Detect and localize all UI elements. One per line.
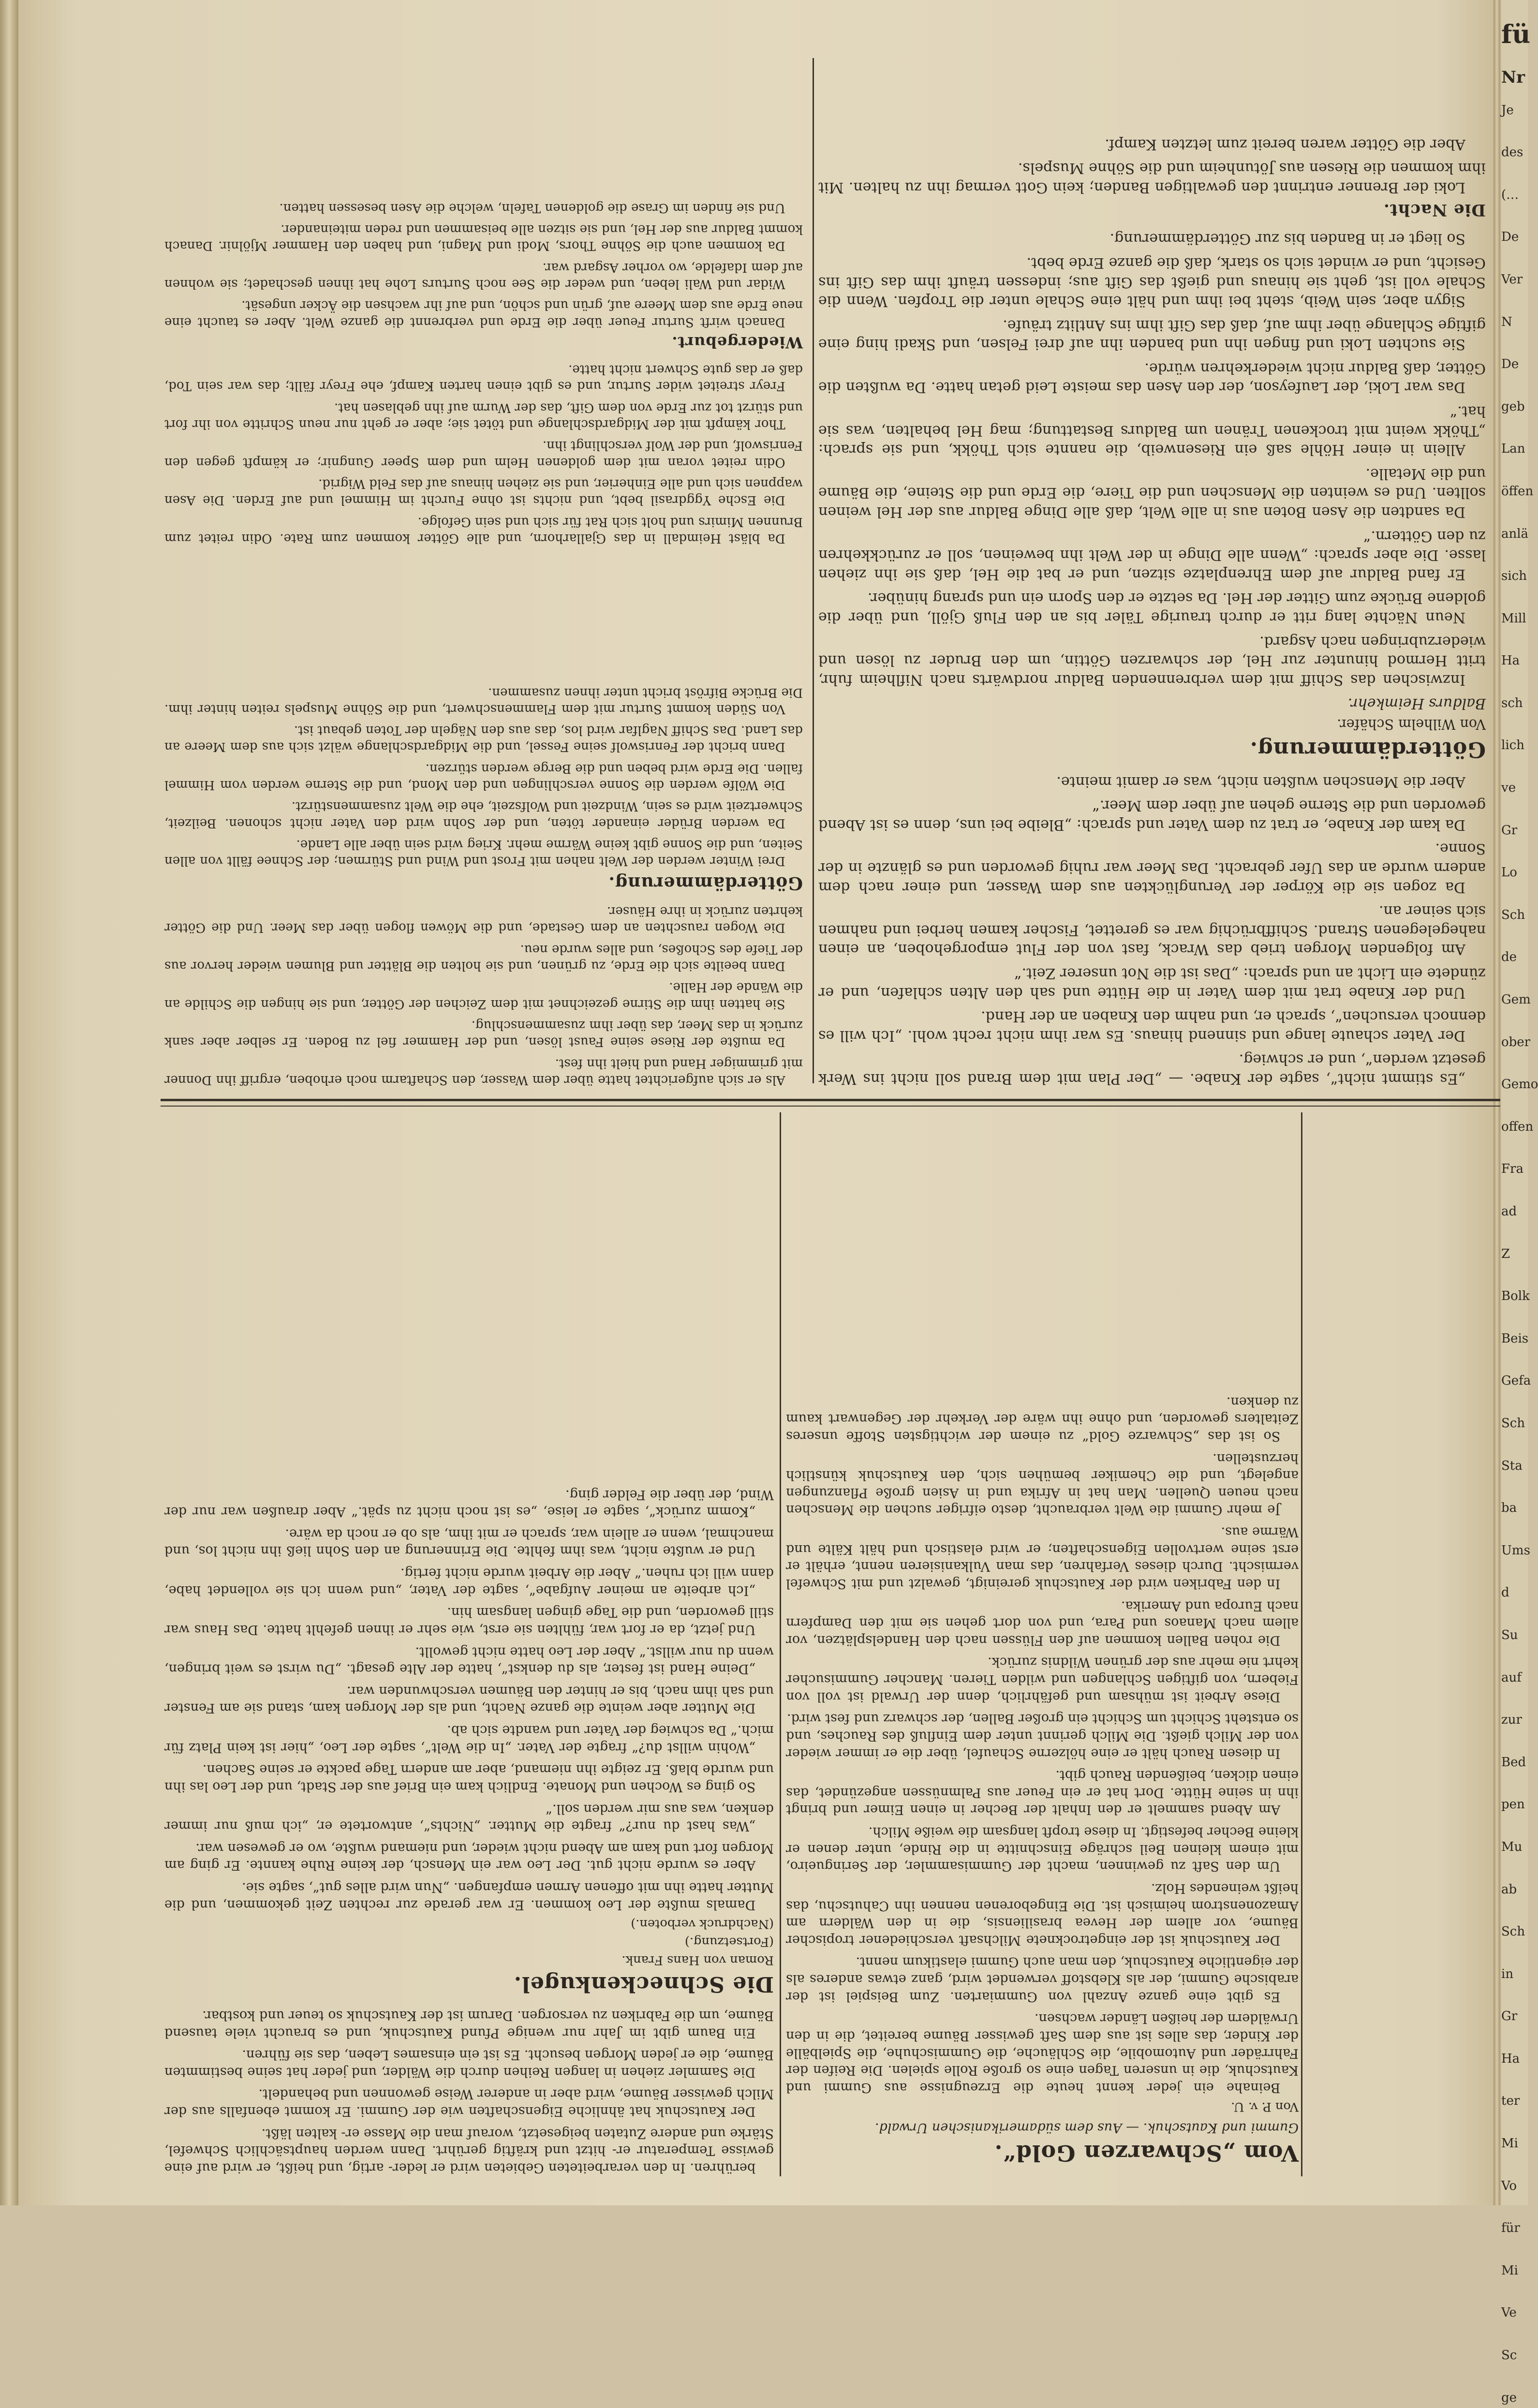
adjacent-page-fragment: Lo bbox=[1501, 865, 1517, 880]
adjacent-page-fragment: De bbox=[1501, 230, 1519, 245]
article-paragraph: Am folgenden Morgen trieb das Wrack, fast von der Flut emporgehoben, an einen nahegelegenen Strand. Schiffbrüchig war es gerettet, Fischer kamen herbei und nahmen sich seiner an. bbox=[818, 902, 1486, 958]
story-paragraph: Dann bricht der Fenriswolf seine Fessel, und die Midgardschlange wälzt sich aus dem Meere an das Land. Das Schiff Naglfar wird los, das aus den Nägeln der Toten gebaut ist. bbox=[164, 723, 803, 754]
reprint-notice: (Nachdruck verboten.) bbox=[631, 1916, 774, 1931]
adjacent-page-fragment: Ha bbox=[1501, 653, 1520, 668]
article-paragraph: berühren. In den verarbeiteten Gebieten wird er leder- artig, und heißt, er wird auf eine gewisse Temperatur er- hitzt und kräftig gerührt. Dann werden hauptsächlich Schwefel, Stärke und andere Zutaten beigesetzt, worauf man die Masse er- kalten läßt. bbox=[164, 2126, 774, 2175]
section-heading: Die Nacht. bbox=[1383, 200, 1486, 220]
novel-paragraph: „Ich arbeite an meiner Aufgabe“, sagte der Vater, „und wenn ich sie vollendet habe, dann will ich ruhen.“ Aber die Arbeit wurde nicht fertig. bbox=[164, 1566, 774, 1598]
article-paragraph: Aber die Menschen wußten nicht, was er damit meinte. bbox=[1056, 773, 1465, 790]
article-paragraph: Um den Saft zu gewinnen, macht der Gummisammler, der Seringueiro, mit einem kleinen Beil schräge Einschnitte in die Rinde, unter denen er kleine Becher befestigt. In diese tropft langsam die weiße Milch. bbox=[786, 1824, 1299, 1874]
adjacent-page-fragment: Mi bbox=[1501, 2263, 1518, 2278]
adjacent-page-fragment: Sc bbox=[1501, 2348, 1517, 2363]
story-paragraph: Das war Loki, der Laufeyson, der den Asen das meiste Leid getan hatte. Da wußten die Götter, daß Baldur nicht wiederkehren würde. bbox=[818, 359, 1486, 396]
adjacent-page-fragment: Vo bbox=[1501, 2178, 1517, 2193]
adjacent-page-fragment: pen bbox=[1501, 1797, 1525, 1812]
story-byline: Von Wilhelm Schäfer. bbox=[1337, 716, 1486, 733]
adjacent-page-fragment: Sch bbox=[1501, 1924, 1525, 1939]
adjacent-page-text bbox=[1501, 101, 1538, 2408]
adjacent-page-fragment: Bolk bbox=[1501, 1289, 1530, 1304]
article-paragraph: Der Kautschuk ist der eingetrocknete Milchsaft verschiedener tropischer Bäume, vor allem der Hevea brasiliensis, die in den Wäldern am Amazonenstrom heimisch ist. Die Eingeborenen nennen ihn Cahutschu, das heißt weinendes Holz. bbox=[786, 1880, 1299, 1948]
novel-continuation-note: (Fortsetzung.) bbox=[684, 1935, 774, 1950]
adjacent-page-fragment: ter bbox=[1501, 2094, 1520, 2109]
adjacent-page-fragment: Z bbox=[1501, 1246, 1510, 1261]
adjacent-page-fragment: Ums bbox=[1501, 1543, 1530, 1558]
story-paragraph: Da werden Brüder einander töten, und der Sohn wird den Vater nicht schonen. Beilzeit, Schwertzeit wird es sein, Windzeit und Wolfszeit, ehe die Welt zusammenstürzt. bbox=[164, 799, 803, 830]
article-paragraph: Sie hatten ihm die Stirne gezeichnet mit dem Zeichen der Götter, und sie hingen die Schilde an die Wände der Halle. bbox=[164, 980, 803, 1011]
article-paragraph: Die Sammler ziehen in langen Reihen durch die Wälder, und jeder hat seine bestimmten Bäume, die er jeden Morgen besucht. Es ist ein einsames Leben, das sie führen. bbox=[164, 2047, 774, 2080]
serial-novel-article bbox=[164, 1112, 774, 2176]
adjacent-page-fragment: Gemo bbox=[1501, 1077, 1538, 1092]
story-paragraph: Von Süden kommt Surtur mit dem Flammenschwert, und die Söhne Muspels reiten hinter ihm. Die Brücke Bifröst bricht unter ihnen zusammen. bbox=[164, 685, 803, 716]
novel-paragraph: „Wohin willst du?“ fragte der Vater. „In die Welt“, sagte der Leo, „hier ist kein Platz für mich.“ Da schwieg der Vater und wandte sich ab. bbox=[164, 1723, 774, 1755]
article-byline: Von P. v. U. bbox=[1231, 2099, 1299, 2114]
adjacent-page-fragment: lich bbox=[1501, 738, 1524, 753]
adjacent-page-fragment: auf bbox=[1501, 1670, 1522, 1685]
novel-paragraph: „Komm zurück“, sagte er leise, „es ist noch nicht zu spät.“ Aber draußen war nur der Wind, der über die Felder ging. bbox=[164, 1487, 774, 1520]
left-page-gutter bbox=[0, 0, 18, 2205]
article-paragraph: Da mußte der Riese seine Faust lösen, und der Hammer fiel zu Boden. Er selber aber sank zurück in das Meer, das über ihm zusammenschlug. bbox=[164, 1018, 803, 1049]
adjacent-page-fragment: Mu bbox=[1501, 1839, 1523, 1854]
article-paragraph: So ist das „Schwarze Gold“ zu einem der wichtigsten Stoffe unseres Zeitalters geworden, und ohne ihn wäre der Verkehr der Gegenwart kaum zu denken. bbox=[786, 1394, 1299, 1444]
upper-left-article bbox=[818, 63, 1486, 1088]
adjacent-page-fragment: Je bbox=[1501, 103, 1514, 118]
article-paragraph: Der Kautschuk hat ähnliche Eigenschaften wie der Gummi. Er kommt ebenfalls aus der Milch gewisser Bäume, wird aber in anderer Weise gewonnen und behandelt. bbox=[164, 2086, 774, 2119]
upper-right-article bbox=[164, 551, 803, 1088]
article-paragraph: Und der Knabe trat mit dem Vater in die Hütte und sah den Alten schlafen, und er zündete ein Licht an und sprach: „Das ist die Not unserer Zeit.“ bbox=[818, 965, 1486, 1001]
adjacent-page-fragment: ba bbox=[1501, 1501, 1517, 1516]
adjacent-page-fragment: Beis bbox=[1501, 1331, 1529, 1346]
adjacent-page-fragment: Bed bbox=[1501, 1755, 1526, 1770]
horizontal-section-rule-thin bbox=[161, 1106, 1500, 1107]
adjacent-page-fragment: des bbox=[1501, 145, 1523, 160]
story-paragraph: Thor kämpft mit der Midgardschlange und tötet sie; aber er geht nur neun Schritte von ihr fort und stürzt tot zur Erde von dem Gift, das der Wurm auf ihn geblasen hat. bbox=[164, 400, 803, 432]
novel-paragraph: Aber es wurde nicht gut. Der Leo war ein Mensch, der keine Ruhe kannte. Er ging am Morgen fort und kam am Abend nicht wieder, und niemand wußte, wo er gewesen war. bbox=[164, 1840, 774, 1873]
article-paragraph: Je mehr Gummi die Welt verbraucht, desto eifriger suchen die Menschen nach neuen Quellen. Man hat in Afrika und in Asien große Pflanzungen angelegt, und die Chemiker bemühen sich, den Kautschuk künstlich herzustellen. bbox=[786, 1450, 1299, 1518]
right-page-fold bbox=[1494, 0, 1500, 2205]
story-paragraph: Allein in einer Höhle saß ein Riesenweib, die nannte sich Thökk, und sie sprach: „Thökk weint mit trockenen Tränen um Baldurs Bestattung; mag Hel behalten, was sie hat.“ bbox=[818, 403, 1486, 458]
adjacent-page-fragment: geb bbox=[1501, 399, 1525, 414]
story-paragraph: Sigyn aber, sein Weib, steht bei ihm und hält eine Schale unter die Tropfen. Wenn die Schale voll ist, geht sie hinaus und gießt das Gift aus; indessen träuft ihm das Gift ins Gesicht, und er windet sich so stark, daß die ganze Erde bebt. bbox=[818, 254, 1486, 310]
article-paragraph: Der Vater schaute lange und sinnend hinaus. Es war ihm nicht recht wohl. „Ich will es dennoch versuchen“, sprach er, und nahm den Knaben an der Hand. bbox=[818, 1008, 1486, 1044]
story-paragraph: So liegt er in Banden bis zur Götterdämmerung. bbox=[1109, 230, 1465, 248]
novel-byline: Roman von Hans Frank. bbox=[621, 1953, 774, 1968]
adjacent-page-fragment: sich bbox=[1501, 569, 1527, 584]
adjacent-page-fragment: ab bbox=[1501, 1882, 1517, 1897]
story-subtitle: Baldurs Heimkehr. bbox=[1347, 695, 1486, 712]
novel-paragraph: Und er wußte nicht, was ihm fehlte. Die Erinnerung an den Sohn ließ ihn nicht los, und manchmal, wenn er allein war, sprach er mit ihm, als ob er noch da wäre. bbox=[164, 1526, 774, 1559]
story-paragraph: Die Esche Yggdrasil bebt, und nichts ist ohne Furcht im Himmel und auf Erden. Die Asen wappnen sich und alle Einherier, und sie ziehen hinaus auf das Feld Wigrid. bbox=[164, 476, 803, 508]
article-paragraph: Da zogen sie die Körper der Verunglückten aus dem Wasser, und einer nach dem andern wurde an das Ufer gebracht. Das Meer war ruhig geworden und es glänzte in der Sonne. bbox=[818, 840, 1486, 896]
adjacent-page-fragment: Fra bbox=[1501, 1162, 1523, 1177]
upper-column-rule bbox=[813, 58, 814, 1083]
story-title: Götterdämmerung. bbox=[608, 872, 803, 893]
article-paragraph: Es gibt eine ganze Anzahl von Gummiarten. Zum Beispiel ist der arabische Gummi, der als Klebstoff verwendet wird, ganz etwas anderes als der eigentliche Kautschuk, den man auch Gummi elastikum nennt. bbox=[786, 1954, 1299, 2004]
adjacent-page-fragment: Su bbox=[1501, 1627, 1518, 1642]
story-paragraph: Inzwischen das Schiff mit dem verbrennenden Baldur nordwärts nach Niflheim fuhr, tritt Hermod hinunter zur Hel, der schwarzen Göttin, um den Bruder zu lösen und wiederzubringen nach Asgard. bbox=[818, 633, 1486, 688]
article-title: Vom „Schwarzen Gold“. bbox=[994, 2140, 1299, 2166]
story-paragraph: Sie suchten Loki und fingen ihn und banden ihn auf drei Felsen, und Skadi hing eine giftige Schlange über ihm auf, daß das Gift ihm ins Antlitz träufe. bbox=[818, 316, 1486, 353]
novel-paragraph: „Deine Hand ist fester, als du denkst“, hatte der Alte gesagt. „Du wirst es weit bringen, wenn du nur willst.“ Aber der Leo hatte nicht gewollt. bbox=[164, 1644, 774, 1677]
adjacent-page-fragment: Sch bbox=[1501, 907, 1525, 922]
article-paragraph: Am Abend sammelt er den Inhalt der Becher in einen Eimer und bringt ihn in seine Hütte. Dort hat er ein Feuer aus Palmnüssen angezündet, das einen dicken, beißenden Rauch gibt. bbox=[786, 1768, 1299, 1817]
adjacent-page-fragment: zur bbox=[1501, 1713, 1522, 1728]
story-paragraph: Er fand Baldur auf dem Ehrenplatze sitzen, und er bat die Hel, daß sie ihn ziehen lasse. Die aber sprach: „Wenn alle Dinge in der Welt ihn beweinen, soll er zurückkehren zu den Göttern.“ bbox=[818, 527, 1486, 583]
adjacent-page-fragment: Sch bbox=[1501, 1416, 1525, 1431]
article-subtitle: Gummi und Kautschuk. — Aus dem südamerikanischen Urwald. bbox=[874, 2120, 1299, 2136]
story-paragraph: Drei Winter werden der Welt nahen mit Frost und Wind und Stürmen; der Schnee fällt von allen Seiten, und die Sonne gibt keine Wärme mehr. Krieg wird sein über alle Lande. bbox=[164, 837, 803, 869]
adjacent-page-fragment: Mill bbox=[1501, 611, 1526, 626]
article-paragraph: Beinahe ein jeder kennt heute die Erzeugnisse aus Gummi und Kautschuk, die in unseren Tagen eine so große Rolle spielen. Die Reifen der Fahrräder und Automobile, die Schläuche, die Gummischuhe, die Spielbälle der Kinder, das alles ist aus dem Saft gewisser Bäume bereitet, die in den Urwäldern der heißen Länder wachsen. bbox=[786, 2011, 1299, 2095]
adjacent-page-fragment: ad bbox=[1501, 1204, 1517, 1219]
novel-title: Die Schneckenkugel. bbox=[513, 1972, 774, 1997]
story-paragraph: Freyr streitet wider Surtur, und es gibt einen harten Kampf, ehe Freyr fällt; das war sein Tod, daß er das gute Schwert nicht hatte. bbox=[164, 362, 803, 394]
adjacent-page-fragment: Gefa bbox=[1501, 1374, 1531, 1389]
novel-paragraph: Die Mutter aber weinte die ganze Nacht, und als der Morgen kam, stand sie am Fenster und sah ihm nach, bis er hinter den Bäumen verschwunden war. bbox=[164, 1683, 774, 1716]
adjacent-page-fragment: Gem bbox=[1501, 992, 1531, 1007]
novel-paragraph: Und jetzt, da er fort war, fühlten sie erst, wie sehr er ihnen gefehlt hatte. Das Haus war still geworden, und die Tage gingen langsam hin. bbox=[164, 1605, 774, 1637]
masthead-fragment: fü bbox=[1501, 20, 1531, 49]
adjacent-page-fragment: Gr bbox=[1501, 2009, 1518, 2024]
adjacent-page-fragment: (… bbox=[1501, 187, 1519, 202]
article-paragraph: In den Fabriken wird der Kautschuk gereinigt, gewalzt und mit Schwefel vermischt. Durch dieses Verfahren, das man Vulkanisieren nennt, erhält er erst seine wertvollen Eigenschaften; er wird elastisch und hält Kälte und Wärme aus. bbox=[786, 1524, 1299, 1591]
story-paragraph: Aber die Götter waren bereit zum letzten Kampf. bbox=[1105, 135, 1465, 153]
adjacent-page-fragment: sch bbox=[1501, 695, 1523, 710]
article-paragraph: Die rohen Ballen kommen auf den Flüssen nach den Handelsplätzen, vor allem nach Manaos und Para, und von dort gehen sie mit den Dampfern nach Europa und Amerika. bbox=[786, 1598, 1299, 1648]
article-paragraph: Dann beeilte sich die Erde, zu grünen, und sie holten die Blätter und Blumen wieder hervor aus der Tiefe des Schoßes, und alles wurde neu. bbox=[164, 942, 803, 974]
adjacent-page-fragment: Gr bbox=[1501, 823, 1518, 838]
adjacent-page-fragment: öffen bbox=[1501, 484, 1534, 499]
article-paragraph: Als er sich aufgerichtet hatte über dem Wasser, den Schaftarm noch erhoben, ergriff ihn Donner mit grimmiger Hand und hielt ihn fest. bbox=[164, 1056, 803, 1087]
story-paragraph: Danach wirft Surtur Feuer über die Erde und verbrennt die ganze Welt. Aber es taucht eine neue Erde aus dem Meere auf, grün und schön, und auf ihr wachsen die Äcker ungesät. bbox=[164, 298, 803, 329]
story-paragraph: Die Wölfe werden die Sonne verschlingen und den Mond, und die Sterne werden vom Himmel fallen. Die Erde wird beben und die Berge werden stürzen. bbox=[164, 761, 803, 793]
adjacent-page-fragment: für bbox=[1501, 2221, 1520, 2236]
adjacent-page-fragment: in bbox=[1501, 1966, 1514, 1981]
adjacent-page-fragment: ober bbox=[1501, 1034, 1531, 1049]
adjacent-page-fragment: Ha bbox=[1501, 2051, 1520, 2066]
adjacent-page-fragment: De bbox=[1501, 357, 1519, 372]
story-paragraph: Da kommen auch die Söhne Thors, Modi und Magni, und haben den Hammer Mjölnir. Danach kommt Baldur aus der Hel, und sie sitzen alle beisammen und reden miteinander. bbox=[164, 222, 803, 253]
adjacent-page-fragment: Sta bbox=[1501, 1458, 1523, 1473]
story-title: Götterdämmerung. bbox=[1249, 737, 1486, 762]
adjacent-page-fragment: Ve bbox=[1501, 2305, 1517, 2320]
adjacent-page-fragment: anlä bbox=[1501, 526, 1529, 541]
adjacent-page-fragment: ge bbox=[1501, 2390, 1517, 2405]
adjacent-page-fragment: d bbox=[1501, 1585, 1509, 1600]
article-paragraph: Die Wogen rauschten an dem Gestade, und die Möwen flogen über das Meer. Und die Götter kehrten zurück in ihre Häuser. bbox=[164, 904, 803, 935]
adjacent-page-fragment: ve bbox=[1501, 781, 1516, 796]
section-heading: Wiedergeburt. bbox=[671, 333, 803, 352]
adjacent-page-fragment: offen bbox=[1501, 1119, 1534, 1134]
adjacent-page-fragment: Lan bbox=[1501, 442, 1525, 457]
story-paragraph: Widar und Wali leben, und weder die See noch Surturs Lohe hat ihnen geschadet; sie wohnen auf dem Idafelde, wo vorher Asgard war. bbox=[164, 260, 803, 292]
story-paragraph: Neun Nächte lang ritt er durch traurige Täler bis an den Fluß Gjöll, und über die goldene Brücke zum Gitter der Hel. Da setzte er den Sporn ein und sprang hinüber. bbox=[818, 590, 1486, 626]
issue-number-fragment: Nr bbox=[1501, 68, 1525, 88]
story-paragraph: Da bläst Heimdall in das Gjallarhorn, und alle Götter kommen zum Rate. Odin reitet zum Brunnen Mimirs und holt sich Rat für sich und sein Gefolge. bbox=[164, 514, 803, 546]
lower-column-rule-right bbox=[1301, 1112, 1302, 2176]
article-paragraph: „Es stimmt nicht“, sagte der Knabe. — „Der Plan mit dem Brand soll nicht ins Werk gesetzt werden“, und er schwieg. bbox=[818, 1051, 1486, 1087]
article-paragraph: Ein Baum gibt im Jahr nur wenige Pfund Kautschuk, und es braucht viele tausend Bäume, um die Fabriken zu versorgen. Darum ist der Kautschuk so teuer und kostbar. bbox=[164, 2008, 774, 2040]
story-paragraph: Und sie finden im Grase die goldenen Tafeln, welche die Asen besessen hatten. bbox=[279, 200, 785, 215]
horizontal-section-rule bbox=[161, 1099, 1500, 1101]
novel-paragraph: So ging es Wochen und Monate. Endlich kam ein Brief aus der Stadt, und der Leo las ihn und wurde blaß. Er zeigte ihn niemand, aber am andern Tage packte er seine Sachen. bbox=[164, 1762, 774, 1794]
article-paragraph: In diesen Rauch hält er eine hölzerne Schaufel, über die er immer wieder von der Milch gießt. Die Milch gerinnt unter dem Einfluß des Rauches, und so entsteht Schicht um Schicht ein großer Ballen, der schwarz und fest wird. bbox=[786, 1711, 1299, 1761]
lower-column-rule-middle bbox=[780, 1112, 781, 2176]
black-gold-article bbox=[786, 1112, 1299, 2176]
article-paragraph: Diese Arbeit ist mühsam und gefährlich, denn der Urwald ist voll von Fiebern, von giftigen Schlangen und wilden Tieren. Mancher Gummisucher kehrt nie mehr aus der grünen Wildnis zurück. bbox=[786, 1655, 1299, 1704]
story-paragraph: Odin reitet voran mit dem goldenen Helm und dem Speer Gungnir; er kämpft gegen den Fenriswolf, und der Wolf verschlingt ihn. bbox=[164, 438, 803, 470]
novel-paragraph: Damals mußte der Leo kommen. Er war gerade zur rechten Zeit gekommen, und die Mutter hatte ihn mit offenen Armen empfangen. „Nun wird alles gut“, sagte sie. bbox=[164, 1880, 774, 1912]
adjacent-page-fragment: Mi bbox=[1501, 2136, 1518, 2151]
story-paragraph: Da sandten die Asen Boten aus in alle Welt, daß alle Dinge Baldur aus der Hel weinen sollten. Und es weinten die Menschen und die Tiere, die Erde und die Steine, die Bäume und die Metalle. bbox=[818, 465, 1486, 521]
adjacent-page-fragment: Ver bbox=[1501, 272, 1523, 287]
adjacent-page-strip bbox=[1501, 0, 1538, 2405]
article-paragraph: Da kam der Knabe, er trat zu dem Vater und sprach: „Bleibe bei uns, denn es ist Abend geworden und die Sterne gehen auf über dem Meer.“ bbox=[818, 797, 1486, 833]
adjacent-page-fragment: de bbox=[1501, 950, 1517, 965]
upper-right-article-continued bbox=[164, 63, 803, 547]
story-paragraph: Loki der Brenner entrinnt den gewaltigen Banden; kein Gott vermag ihn zu halten. Mit ihm kommen die Riesen aus Jötunheim und die Söhne Muspels. bbox=[818, 160, 1486, 196]
novel-paragraph: „Was hast du nur?“ fragte die Mutter. „Nichts“, antwortete er, „ich muß nur immer denken, was aus mir werden soll.“ bbox=[164, 1801, 774, 1834]
adjacent-page-fragment: N bbox=[1501, 314, 1512, 329]
